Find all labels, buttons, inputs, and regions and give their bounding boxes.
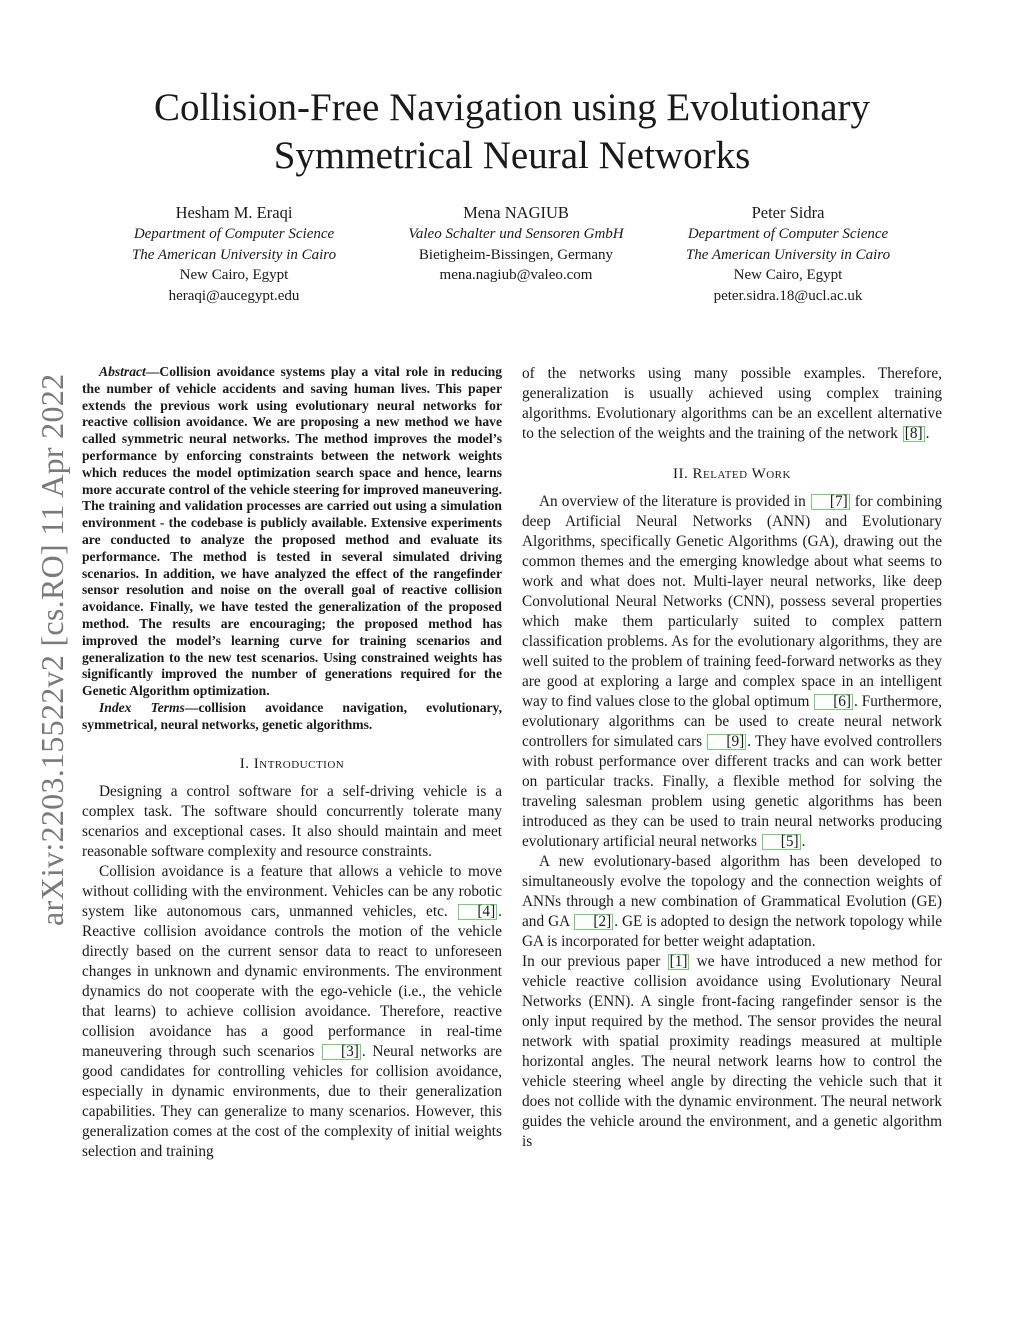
abstract-text: Collision avoidance systems play a vital role in reducing the number of vehicle accidents and saving human lives. This paper extends the previous work using evolutionary neural networks for reactive collision avoidance. We are proposing a new method we have called symmetric neural networks. The method improves the model’s performance by enforcing constraints between the network weights which reduces the model optimization search space and hence, learns more accurate control of the vehicle steering for improved maneuvering. The training and validation processes are carried out using a simulation environment - the codebase is publicly available. Extensive experiments are conducted to analyze the proposed method and evaluate its performance. The method is tested in several simulated driving scenarios. In addition, we have analyzed the effect of the rangefinder sensor resolution and noise on the overall goal of reactive collision avoidance. Finally, we have tested the generalization of the proposed method. The results are encouraging; the proposed method has improved the model’s learning curve for training scenarios and generalization to the new test scenarios. Using constrained weights has significantly improved the number of generations required for the Genetic Algorithm optimization. bbox=[82, 364, 502, 699]
text-segment: for combining deep Artificial Neural Networks (ANN) and Evolutionary Algorithms, specifically Genetic Algorithms (GA), drawing out the common themes and the emerging knowledge about what seems to work and what does not. Multi-layer neural networks, like deep Convolutional Neural Networks (CNN), possess several properties which make them particularly suited to complex pattern classification problems. As for the evolutionary algorithms, they are well suited to the problem of training feed-forward networks as they are good at exploring a large and complex space in an intelligent way to find values close to the global optimum bbox=[522, 493, 942, 710]
text-segment: . They have evolved controllers with robust performance over different tracks and can work better on particular tracks. Finally, a flexible method for solving the traveling salesman problem using genetic algorithms has been introduced as they can be used to train neural networks producing evolutionary artificial neural networks bbox=[522, 733, 942, 850]
author-3 bbox=[638, 202, 938, 306]
abstract-label: Abstract bbox=[99, 364, 146, 379]
intro-paragraph-2 bbox=[82, 862, 502, 1162]
intro-paragraph-1: Designing a control software for a self-driving vehicle is a complex task. The software should concurrently tolerate many scenarios and exceptional cases. It also should maintain and meet reasonable software complexity and resource constraints. bbox=[82, 782, 502, 860]
author-email: heraqi@aucegypt.edu bbox=[168, 287, 300, 304]
author-1 bbox=[84, 202, 384, 306]
author-affiliation: The American University in Cairo bbox=[131, 246, 337, 263]
citation-link[interactable]: [3] bbox=[322, 1044, 361, 1060]
paper-title: Collision-Free Navigation using Evolutionary Symmetrical Neural Networks bbox=[154, 86, 870, 177]
section-heading-introduction: I. Introduction bbox=[239, 755, 345, 772]
author-location: New Cairo, Egypt bbox=[179, 267, 289, 283]
text-segment: . Furthermore, evolutionary algorithms can be used to create neural network controllers for simulated cars bbox=[522, 693, 942, 750]
citation-link[interactable]: [4] bbox=[458, 904, 497, 920]
index-terms-label: Index Terms bbox=[99, 699, 185, 715]
author-affiliation: Valeo Schalter und Sensoren GmbH bbox=[408, 226, 624, 242]
text-segment: . GE is adopted to design the network topology while GA is incorporated for better weight adaptation. bbox=[522, 913, 942, 950]
index-terms-text: collision avoidance navigation, evolutionary, symmetrical, neural networks, genetic algorithms. bbox=[82, 699, 502, 732]
text-segment: . Reactive collision avoidance controls the motion of the vehicle directly based on the current sensor data to react to unforeseen changes in unknown and dynamic environments. The environment dynamics do not cooperate with the ego-vehicle (i.e., the vehicle that learns) to achieve collision avoidance. Therefore, reactive collision avoidance has a good performance in real-time maneuvering through such scenarios bbox=[82, 902, 502, 1060]
related-paragraph-1 bbox=[522, 492, 942, 852]
author-email: mena.nagiub@valeo.com bbox=[439, 267, 593, 283]
text-segment: of the networks using many possible examples. Therefore, generalization is usually achieved using complex training algorithms. Evolutionary algorithms can be an excellent alternative to the selection of the weights and the training of the network bbox=[522, 365, 942, 442]
citation-link[interactable]: [8] bbox=[904, 425, 923, 442]
author-dept: Department of Computer Science bbox=[133, 226, 335, 242]
citation-link[interactable]: [1] bbox=[669, 953, 688, 970]
author-email: peter.sidra.18@ucl.ac.uk bbox=[713, 287, 863, 304]
author-dept: Department of Computer Science bbox=[687, 226, 889, 242]
citation-link[interactable]: [7] bbox=[811, 494, 850, 510]
text-segment: Collision avoidance is a feature that allows a vehicle to move without colliding with the environment. Vehicles can be any robotic system like autonomous cars, unmanned vehicles, etc. bbox=[82, 862, 502, 920]
author-location: New Cairo, Egypt bbox=[733, 267, 843, 283]
text-segment: we have introduced a new method for vehicle reactive collision avoidance using Evolutionary Neural Networks (ENN). A single front-facing rangefinder sensor is the only input required by the method. The sensor provides the neural network with spatial proximity readings measured at multiple horizontal angles. The neural network learns how to control the vehicle steering wheel angle by directing the vehicle such that it does not collide with the dynamic environment. The neural network guides the vehicle around the environment, and a genetic algorithm is bbox=[522, 953, 942, 1150]
text-segment: . bbox=[801, 833, 806, 850]
abstract: Abstract—Collision avoidance systems play a vital role in reducing the number of vehicle accidents and saving human lives. This paper extends the previous work using evolutionary neural networks for reactive collision avoidance. We are proposing a new method we have called symmetric neural networks. The method improves the model’s performance by enforcing constraints between the network weights which reduces the model optimization search space and hence, learns more accurate control of the vehicle steering for improved maneuvering. The training and validation processes are carried out using a simulation environment - the codebase is publicly available. Extensive experiments are conducted to analyze the proposed method and evaluate its performance. The method is tested in several simulated driving scenarios. In addition, we have analyzed the effect of the rangefinder sensor resolution and noise on the overall goal of reactive collision avoidance. Finally, we have tested the generalization of the proposed method. The results are encouraging; the proposed method has improved the model’s learning curve for training scenarios and generalization to the new test scenarios. Using constrained weights has significantly improved the number of generations required for the Genetic Algorithm optimization. bbox=[82, 364, 502, 699]
left-column bbox=[82, 364, 502, 1162]
related-paragraph-2 bbox=[522, 852, 942, 952]
author-2 bbox=[366, 202, 666, 286]
author-name: Hesham M. Eraqi bbox=[175, 203, 293, 222]
text-segment: A new evolutionary-based algorithm has been developed to simultaneously evolve the topology and the connection weights of ANNs through a new combination of Grammatical Evolution (GE) and GA bbox=[522, 853, 942, 930]
citation-link[interactable]: [9] bbox=[707, 734, 746, 750]
citation-link[interactable]: [2] bbox=[574, 914, 613, 930]
text-segment: . bbox=[925, 425, 930, 442]
text-segment: An overview of the literature is provided in bbox=[539, 493, 806, 510]
index-terms: Index Terms—collision avoidance navigation, evolutionary, symmetrical, neural networks, genetic algorithms. bbox=[82, 699, 502, 732]
section-heading-related-work: II. Related Work bbox=[673, 466, 791, 482]
right-column bbox=[522, 364, 942, 1152]
text-segment: In our previous paper bbox=[522, 953, 661, 970]
citation-link[interactable]: [6] bbox=[814, 694, 853, 710]
author-name: Mena NAGIUB bbox=[463, 203, 569, 222]
author-location: Bietigheim-Bissingen, Germany bbox=[418, 246, 614, 263]
citation-link[interactable]: [5] bbox=[762, 834, 801, 850]
author-name: Peter Sidra bbox=[751, 203, 825, 222]
text-segment: . Neural networks are good candidates for controlling vehicles for collision avoidance, especially in dynamic environments, due to their generalization capabilities. They can generalize to many scenarios. However, this generalization comes at the cost of the complexity of initial weights selection and training bbox=[82, 1042, 503, 1160]
author-affiliation: The American University in Cairo bbox=[685, 246, 891, 263]
arxiv-identifier: arXiv:2203.15522v2 [cs.RO] 11 Apr 2022 bbox=[34, 373, 70, 927]
related-paragraph-3 bbox=[522, 952, 942, 1152]
intro-continuation bbox=[522, 364, 942, 444]
